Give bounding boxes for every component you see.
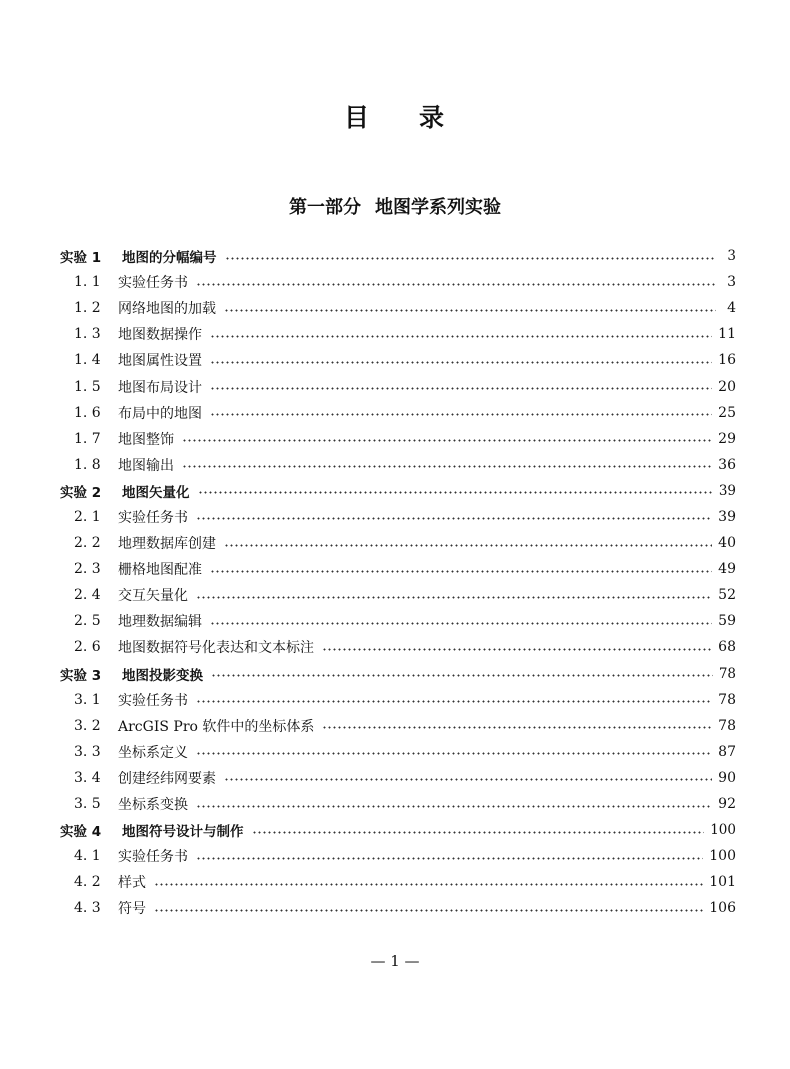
toc-section-entry[interactable] xyxy=(60,869,736,895)
dot-leader xyxy=(210,570,712,573)
dot-leader xyxy=(154,883,703,886)
toc-entry-page: 78 xyxy=(718,717,736,734)
toc-entry-number: 3. 1 xyxy=(74,691,101,708)
toc-section-entry[interactable] xyxy=(60,843,736,869)
page-title xyxy=(0,98,790,134)
title-char-left: 目 xyxy=(343,103,371,132)
toc-entry-page: 4 xyxy=(727,300,736,317)
toc-section-entry[interactable] xyxy=(60,530,736,556)
toc-entry-title: 地图数据操作 xyxy=(118,327,202,344)
dot-leader xyxy=(196,857,703,860)
table-of-contents xyxy=(60,243,736,921)
toc-entry-page: 40 xyxy=(718,535,736,552)
dot-leader xyxy=(196,805,712,808)
dot-leader xyxy=(210,361,712,364)
toc-entry-title: 地图符号设计与制作 xyxy=(122,824,244,841)
toc-entry-page: 16 xyxy=(718,352,736,369)
page-number-footer: — 1 — xyxy=(370,952,420,970)
toc-chapter-entry[interactable] xyxy=(60,243,736,269)
dot-leader xyxy=(196,752,712,755)
toc-entry-title: 创建经纬网要素 xyxy=(118,770,216,787)
toc-entry-number: 2. 5 xyxy=(74,613,101,630)
toc-entry-title: 网络地图的加载 xyxy=(118,301,216,318)
toc-entry-page: 25 xyxy=(718,404,736,421)
part-name: 地图学系列实验 xyxy=(375,197,501,218)
title-char-right: 录 xyxy=(419,103,447,132)
toc-entry-title: 地图投影变换 xyxy=(122,667,203,684)
dot-leader xyxy=(224,544,712,547)
toc-entry-title: 布局中的地图 xyxy=(118,405,202,422)
toc-entry-title: 坐标系变换 xyxy=(118,797,188,814)
toc-entry-title: 实验任务书 xyxy=(118,275,188,292)
toc-entry-page: 3 xyxy=(727,274,736,291)
toc-entry-number: 1. 3 xyxy=(74,326,101,343)
dot-leader xyxy=(322,648,712,651)
dot-leader xyxy=(210,622,712,625)
dot-leader xyxy=(210,335,712,338)
toc-entry-page: 68 xyxy=(718,639,736,656)
toc-entry-number: 3. 2 xyxy=(74,717,101,734)
toc-entry-page: 11 xyxy=(718,326,736,343)
toc-section-entry[interactable] xyxy=(60,687,736,713)
dot-leader xyxy=(196,700,712,703)
dot-leader xyxy=(182,465,712,468)
toc-section-entry[interactable] xyxy=(60,634,736,660)
toc-section-entry[interactable] xyxy=(60,452,736,478)
toc-entry-number: 实验 3 xyxy=(60,667,102,684)
toc-entry-page: 106 xyxy=(709,900,736,917)
toc-entry-page: 90 xyxy=(718,769,736,786)
part-heading xyxy=(0,193,790,219)
dot-leader xyxy=(210,387,712,390)
toc-entry-page: 36 xyxy=(718,456,736,473)
toc-entry-title: 地图布局设计 xyxy=(118,379,202,396)
toc-section-entry[interactable] xyxy=(60,791,736,817)
toc-entry-number: 3. 3 xyxy=(74,743,101,760)
toc-entry-page: 92 xyxy=(718,796,736,813)
toc-entry-title: 地图输出 xyxy=(118,457,174,474)
toc-entry-number: 实验 1 xyxy=(60,250,102,267)
toc-entry-number: 2. 1 xyxy=(74,508,101,525)
toc-entry-page: 3 xyxy=(727,248,736,265)
toc-section-entry[interactable] xyxy=(60,765,736,791)
toc-entry-page: 20 xyxy=(718,378,736,395)
dot-leader xyxy=(154,909,703,912)
toc-section-entry[interactable] xyxy=(60,504,736,530)
toc-section-entry[interactable] xyxy=(60,556,736,582)
toc-entry-number: 1. 1 xyxy=(74,274,101,291)
toc-entry-page: 100 xyxy=(710,822,736,839)
toc-entry-number: 1. 6 xyxy=(74,404,101,421)
toc-entry-number: 2. 4 xyxy=(74,587,101,604)
toc-entry-number: 4. 3 xyxy=(74,900,101,917)
toc-entry-page: 59 xyxy=(718,613,736,630)
toc-entry-title: 栅格地图配准 xyxy=(118,562,202,579)
toc-entry-page: 39 xyxy=(718,508,736,525)
toc-entry-number: 4. 2 xyxy=(74,874,101,891)
toc-entry-page: 78 xyxy=(718,665,736,682)
toc-section-entry[interactable] xyxy=(60,713,736,739)
toc-entry-title: 地理数据库创建 xyxy=(118,536,216,553)
toc-section-entry[interactable] xyxy=(60,739,736,765)
toc-entry-title: 实验任务书 xyxy=(118,509,188,526)
toc-entry-title: 地图矢量化 xyxy=(122,484,190,501)
toc-entry-title: 地理数据编辑 xyxy=(118,614,202,631)
toc-entry-title: 地图数据符号化表达和文本标注 xyxy=(118,640,314,657)
toc-entry-page: 39 xyxy=(718,482,736,499)
toc-entry-number: 1. 4 xyxy=(74,352,101,369)
dot-leader xyxy=(198,491,713,494)
toc-entry-number: 1. 5 xyxy=(74,378,101,395)
toc-entry-number: 1. 2 xyxy=(74,300,101,317)
toc-entry-page: 100 xyxy=(709,848,736,865)
dot-leader xyxy=(224,309,716,312)
toc-entry-page: 101 xyxy=(709,874,736,891)
dot-leader xyxy=(224,778,712,781)
toc-chapter-entry[interactable] xyxy=(60,817,736,843)
toc-entry-title: 地图整饰 xyxy=(118,431,174,448)
toc-entry-title: 坐标系定义 xyxy=(118,744,188,761)
toc-entry-number: 实验 2 xyxy=(60,484,102,501)
dot-leader xyxy=(196,517,712,520)
toc-entry-number: 2. 2 xyxy=(74,535,101,552)
toc-entry-number: 实验 4 xyxy=(60,824,102,841)
toc-section-entry[interactable] xyxy=(60,269,736,295)
toc-entry-page: 29 xyxy=(718,430,736,447)
toc-section-entry[interactable] xyxy=(60,295,736,321)
toc-section-entry[interactable] xyxy=(60,347,736,373)
toc-entry-page: 87 xyxy=(718,743,736,760)
toc-section-entry[interactable] xyxy=(60,895,736,921)
dot-leader xyxy=(211,674,713,677)
part-label: 第一部分 xyxy=(289,197,361,218)
toc-entry-title: 样式 xyxy=(118,875,146,892)
toc-entry-title: 实验任务书 xyxy=(118,849,188,866)
toc-chapter-entry[interactable] xyxy=(60,478,736,504)
dot-leader xyxy=(252,831,705,834)
toc-entry-title: 符号 xyxy=(118,901,146,918)
dot-leader xyxy=(210,413,712,416)
toc-entry-number: 1. 8 xyxy=(74,456,101,473)
toc-section-entry[interactable] xyxy=(60,582,736,608)
toc-entry-number: 2. 3 xyxy=(74,561,101,578)
toc-entry-title: 地图的分幅编号 xyxy=(122,250,217,267)
dot-leader xyxy=(182,439,712,442)
toc-section-entry[interactable] xyxy=(60,400,736,426)
toc-entry-title: ArcGIS Pro 软件中的坐标体系 xyxy=(118,718,315,735)
toc-entry-number: 4. 1 xyxy=(74,848,101,865)
toc-section-entry[interactable] xyxy=(60,426,736,452)
toc-entry-number: 3. 4 xyxy=(74,769,101,786)
toc-entry-number: 3. 5 xyxy=(74,796,101,813)
toc-section-entry[interactable] xyxy=(60,373,736,399)
dot-leader xyxy=(196,283,716,286)
toc-entry-title: 交互矢量化 xyxy=(118,588,188,605)
toc-entry-title: 实验任务书 xyxy=(118,692,188,709)
toc-entry-number: 2. 6 xyxy=(74,639,101,656)
toc-chapter-entry[interactable] xyxy=(60,661,736,687)
dot-leader xyxy=(196,596,712,599)
dot-leader xyxy=(225,257,717,260)
toc-entry-page: 78 xyxy=(718,691,736,708)
toc-entry-page: 49 xyxy=(718,561,736,578)
dot-leader xyxy=(322,726,712,729)
toc-entry-title: 地图属性设置 xyxy=(118,353,202,370)
toc-section-entry[interactable] xyxy=(60,608,736,634)
toc-entry-page: 52 xyxy=(718,587,736,604)
toc-section-entry[interactable] xyxy=(60,321,736,347)
toc-entry-number: 1. 7 xyxy=(74,430,101,447)
